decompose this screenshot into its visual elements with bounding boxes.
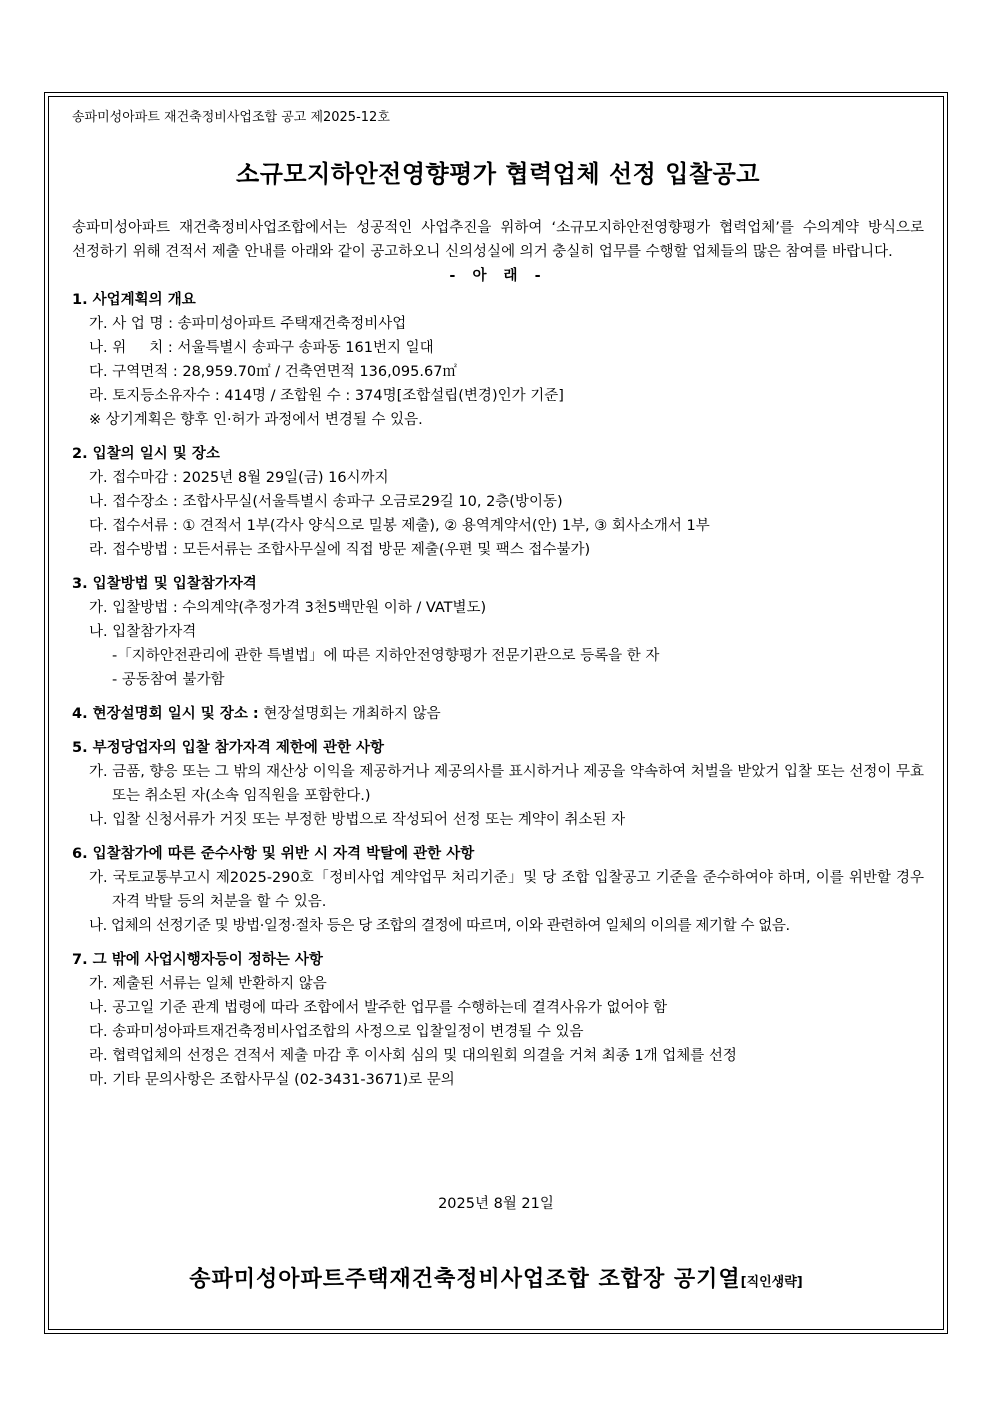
announcement-date: 2025년 8월 21일 — [438, 1196, 554, 1212]
list-item: 나. 접수장소 : 조합사무실(서울특별시 송파구 오금로29길 10, 2층(방이동) — [89, 494, 563, 510]
section-heading: 7. 그 밖에 사업시행자등이 정하는 사항 — [72, 952, 323, 968]
list-item: 나. 입찰 신청서류가 거짓 또는 부정한 방법으로 작성되어 선정 또는 계약이 취소된 자 — [89, 812, 626, 828]
list-item: 라. 접수방법 : 모든서류는 조합사무실에 직접 방문 제출(우편 및 팩스 접수불가) — [89, 542, 591, 558]
section-4 — [72, 702, 924, 726]
list-item: 다. 송파미성아파트재건축정비사업조합의 사정으로 입찰일정이 변경될 수 있음 — [89, 1024, 584, 1040]
ah-rae-heading: - 아 래 - — [449, 268, 547, 284]
list-item: 가. 금품, 향응 또는 그 밖의 재산상 이익을 제공하거나 제공의사를 표시하거나 제공을 약속하여 처벌을 받았거 입찰 또는 선정이 무효 또는 취소된 자(소속 임직원을 포함한다.) — [89, 764, 924, 804]
list-item: 다. 접수서류 : ① 견적서 1부(각사 양식으로 밀봉 제출), ② 용역계약서(안) 1부, ③ 회사소개서 1부 — [89, 518, 710, 534]
list-item: 가. 제출된 서류는 일체 반환하지 않음 — [89, 976, 327, 992]
list-item: 다. 구역면적 : 28,959.70㎡ / 건축연면적 136,095.67㎡ — [89, 364, 457, 380]
section-heading: 2. 입찰의 일시 및 장소 — [72, 446, 220, 462]
section-heading: 6. 입찰참가에 따른 준수사항 및 위반 시 자격 박탈에 관한 사항 — [72, 846, 475, 862]
section-heading: 1. 사업계획의 개요 — [72, 292, 196, 308]
list-item: 라. 협력업체의 선정은 견적서 제출 마감 후 이사회 심의 및 대의원회 의결을 거쳐 최종 1개 업체를 선정 — [89, 1048, 737, 1064]
list-item: 나. 입찰참가자격 — [89, 624, 197, 640]
document-body — [72, 108, 924, 1092]
list-item: 가. 입찰방법 : 수의계약(추정가격 3천5백만원 이하 / VAT별도) — [89, 600, 487, 616]
section-5 — [72, 736, 924, 832]
notice-number: 송파미성아파트 재건축정비사업조합 공고 제2025-12호 — [72, 110, 390, 125]
list-item: 나. 위 치 : 서울특별시 송파구 송파동 161번지 일대 — [89, 340, 434, 356]
list-item: 나. 공고일 기준 관계 법령에 따라 조합에서 발주한 업무를 수행하는데 결격사유가 없어야 함 — [89, 1000, 668, 1016]
section-3 — [72, 572, 924, 692]
section-1 — [72, 288, 924, 432]
list-item: 가. 사 업 명 : 송파미성아파트 주택재건축정비사업 — [89, 316, 407, 332]
sub-item: -「지하안전관리에 관한 특별법」에 따른 지하안전영향평가 전문기관으로 등록을 한 자 — [112, 648, 660, 664]
list-item: 라. 토지등소유자수 : 414명 / 조합원 수 : 374명[조합설립(변경)인가 기준] — [89, 388, 564, 404]
section-heading-line — [72, 702, 924, 726]
intro-paragraph: 송파미성아파트 재건축정비사업조합에서는 성공적인 사업추진을 위하여 ‘소규모지하안전영향평가 협력업체’를 수의계약 방식으로 선정하기 위해 견적서 제출 안내를 아래와 같이 공고하오니 신의성실에 의거 충실히 업무를 수행할 업체들의 많은 참여를 바랍니다. — [72, 220, 924, 260]
section-heading-rest: 현장설명회는 개최하지 않음 — [258, 706, 441, 722]
section-6 — [72, 842, 924, 938]
section-heading: 3. 입찰방법 및 입찰참가자격 — [72, 576, 257, 592]
section-2 — [72, 442, 924, 562]
list-item: 가. 접수마감 : 2025년 8월 29일(금) 16시까지 — [89, 470, 389, 486]
sub-item: - 공동참여 불가함 — [112, 672, 225, 688]
section-7 — [72, 948, 924, 1092]
signature-line — [0, 1262, 992, 1293]
signature: 송파미성아파트주택재건축정비사업조합 조합장 공기열 — [189, 1267, 741, 1292]
section-heading: 5. 부정당업자의 입찰 참가자격 제한에 관한 사항 — [72, 740, 385, 756]
section-heading: 4. 현장설명회 일시 및 장소 : — [72, 706, 259, 722]
seal-omitted: [직인생략] — [740, 1275, 803, 1290]
list-item: 나. 업체의 선정기준 및 방법·일정·절차 등은 당 조합의 결정에 따르며, 이와 관련하여 일체의 이의를 제기할 수 없음. — [89, 918, 790, 934]
page-title: 소규모지하안전영향평가 협력업체 선정 입찰공고 — [236, 160, 760, 188]
note-item: ※ 상기계획은 향후 인·허가 과정에서 변경될 수 있음. — [89, 412, 423, 428]
list-item: 마. 기타 문의사항은 조합사무실 (02-3431-3671)로 문의 — [89, 1072, 455, 1088]
list-item: 가. 국토교통부고시 제2025-290호「정비사업 계약업무 처리기준」및 당 조합 입찰공고 기준을 준수하여야 하며, 이를 위반할 경우 자격 박탈 등의 처분을 할 수 있음. — [89, 870, 924, 910]
